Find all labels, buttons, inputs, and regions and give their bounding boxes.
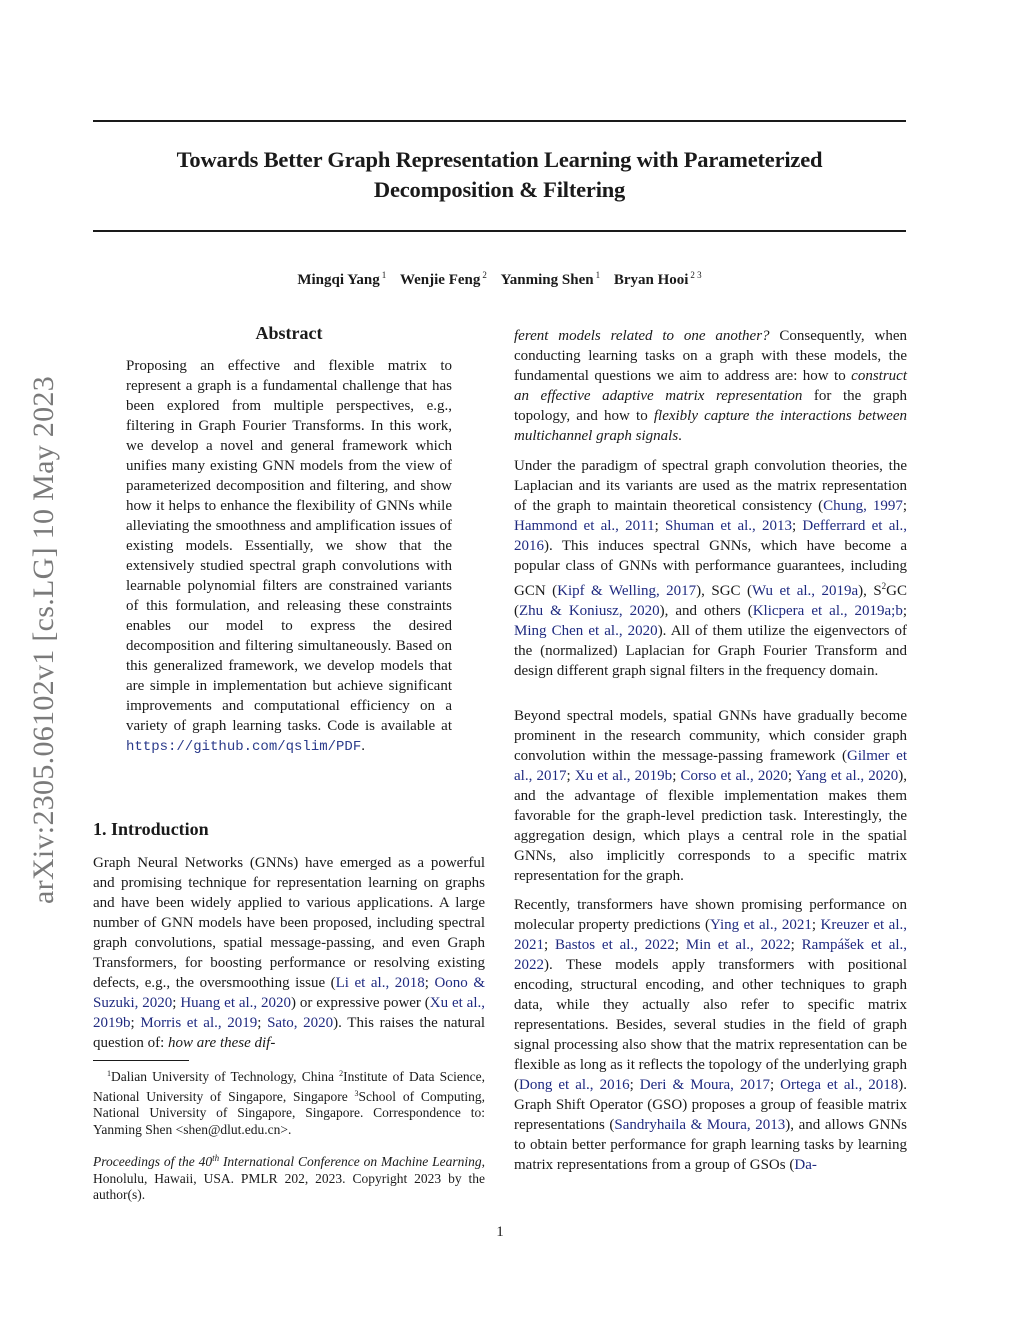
citation-link[interactable]: Ortega et al., 2018 <box>780 1077 899 1093</box>
author: Mingqi Yang $^1$ <box>297 270 387 288</box>
italic-question-part: how are these dif- <box>168 1035 276 1051</box>
paper-title <box>93 145 906 205</box>
section-heading-introduction: 1. Introduction <box>93 819 209 839</box>
citation-link[interactable]: Gilmer et al., 2017 <box>514 748 907 784</box>
citation-link[interactable]: Xu et al., 2019b <box>574 768 673 784</box>
author: Wenjie Feng $^2$ <box>399 270 487 288</box>
title-bottom-rule <box>93 230 906 232</box>
title-line-1: Towards Better Graph Representation Learning with Parameterized <box>176 147 823 172</box>
citation-link[interactable]: Defferrard et al., 2016 <box>514 518 908 554</box>
page-number: 1 <box>496 1224 504 1240</box>
citation-link[interactable]: Yang et al., 2020 <box>795 768 899 784</box>
abstract-text: Proposing an effective and flexible matrix to represent a graph is a fundamental challenge that has been explored from multiple perspectives, e.g., filtering in Graph Fourier Transforms. In this work, we develop a novel and general framework which unifies many existing GNN models from the view of parameterized decomposition and filtering, and show how it helps to enhance the flexibility of GNNs while alleviating the smoothness and amplification issues of existing models. Essentially, we show that the extensively studied spectral graph convolutions with learnable polynomial filters are constrained variants of this formulation, and releasing these constraints enables our model to express the desired decomposition and filtering simultaneously. Based on this generalized framework, we develop models that are simple in implementation but achieve significant improvements and computational efficiency on a variety of graph learning tasks. Code is available at https://github.com/qslim/PDF. <box>126 358 452 755</box>
citation-link[interactable]: Min et al., 2022 <box>685 937 791 953</box>
author-list <box>93 265 906 290</box>
author: Yanming Shen $^1$ <box>500 270 601 288</box>
citation-link[interactable]: Deri & Moura, 2017 <box>639 1077 770 1093</box>
citation-link[interactable]: Rampášek et al., 2022 <box>514 937 908 973</box>
citation-link[interactable]: Li et al., 2018 <box>335 975 425 991</box>
citation-link[interactable]: Bastos et al., 2022 <box>555 937 675 953</box>
citation-link[interactable]: Xu et al., 2019b <box>93 995 486 1031</box>
intro-paragraph-3: Beyond spectral models, spatial GNNs have gradually become prominent in the research community, which consider graph convolution within the message-passing framework (Gilmer et al., 2017; Xu et al., 2019b; Corso et al., 2020; Yang et al., 2020), and the advantage of flexible implementation makes them favorable for the graph-level prediction task. Interestingly, the aggregation design, which plays a central role in the spatial GNNs, also implicitly corresponds to a specific matrix representation for the graph. <box>514 708 907 884</box>
footnote-rule <box>93 1060 189 1061</box>
citation-link[interactable]: Da- <box>794 1157 817 1173</box>
citation-link[interactable]: Shuman et al., 2013 <box>665 518 792 534</box>
arxiv-identifier-stamp: arXiv:2305.06102v1 [cs.LG] 10 May 2023 <box>27 376 60 904</box>
intro-paragraph-4: Recently, transformers have shown promising performance on molecular property predictions (Ying et al., 2021; Kreuzer et al., 2021; Bastos et al., 2022; Min et al., 2022; Rampášek et al., 2022). These models apply transformers with positional encoding, structural encoding, and other techniques to graph data, while they actually also refer to specific matrix representations. Besides, several studies in the field of graph signal processing also show that the matrix representation can be flexible as long as it reflects the topology of the underlying graph (Dong et al., 2016; Deri & Moura, 2017; Ortega et al., 2018). Graph Shift Operator (GSO) proposes a group of feasible matrix representations (Sandryhaila & Moura, 2013), and allows GNNs to obtain better performance for graph learning tasks by learning matrix representations from a group of GSOs (Da- <box>514 897 908 1173</box>
citation-link[interactable]: Kipf & Welling, 2017 <box>557 583 697 599</box>
abstract-heading: Abstract <box>255 323 323 343</box>
citation-link[interactable]: Morris et al., 2019 <box>140 1015 258 1031</box>
affiliation-footnote: $^1$Dalian University of Technology, China $^2$Institute of Data Science, National University of Singapore, Singapore $^3$School of Computing, National University of Singapore, Singapore. Correspondence to: Yanming Shen <shen@dlut.edu.cn>. <box>93 1069 486 1137</box>
citation-link[interactable]: Ming Chen et al., 2020 <box>514 623 658 639</box>
code-link[interactable]: https://github.com/qslim/PDF <box>126 739 362 755</box>
citation-link[interactable]: Zhu & Koniusz, 2020 <box>519 603 660 619</box>
title-line-2: Decomposition & Filtering <box>373 177 626 202</box>
citation-link[interactable]: Ying et al., 2021 <box>709 917 812 933</box>
citation-link[interactable]: Hammond et al., 2011 <box>514 518 655 534</box>
citation-link[interactable]: Corso et al., 2020 <box>680 768 788 784</box>
citation-link[interactable]: Klicpera et al., 2019a;b <box>752 603 903 619</box>
citation-link[interactable]: Oono & Suzuki, 2020 <box>93 975 486 1011</box>
intro-paragraph-2: Under the paradigm of spectral graph convolution theories, the Laplacian and its variants are used as the matrix representation of the graph to maintain theoretical consistency (Chung, 1997; Hammond et al., 2011; Shuman et al., 2013; Defferrard et al., 2016). This induces spectral GNNs, which have become a popular class of GNNs with performance guarantees, including GCN (Kipf & Welling, 2017), SGC (Wu et al., 2019a), $S^2GC$ (Zhu & Koniusz, 2020), and others (Klicpera et al., 2019a;b; Ming Chen et al., 2020). All of them utilize the eigenvectors of the (normalized) Laplacian for Graph Fourier Transform and design different graph signal filters in the frequency domain. <box>514 458 908 679</box>
citation-link[interactable]: Wu et al., 2019a <box>751 583 859 599</box>
intro-paragraph-1-continued: ferent models related to one another? Consequently, when conducting learning tasks on a graph with these models, the fundamental questions we aim to address are: how to construct an effective adaptive matrix representation for the graph topology, and how to flexibly capture the interactions between multichannel graph signals. <box>514 328 908 444</box>
citation-link[interactable]: Huang et al., 2020 <box>180 995 292 1011</box>
citation-link[interactable]: Dong et al., 2016 <box>519 1077 630 1093</box>
title-top-rule <box>93 120 906 122</box>
citation-link[interactable]: Sato, 2020 <box>267 1015 334 1031</box>
citation-link[interactable]: Sandryhaila & Moura, 2013 <box>614 1117 786 1133</box>
author: Bryan Hooi $^{2 3}$ <box>613 270 702 288</box>
proceedings-note: Proceedings of the 40th International Conference on Machine Learning, Honolulu, Hawaii, USA. PMLR 202, 2023. Copyright 2023 by the author(s). <box>93 1153 485 1202</box>
citation-link[interactable]: Chung, 1997 <box>823 498 903 514</box>
intro-paragraph-1: Graph Neural Networks (GNNs) have emerged as a powerful and promising technique for representation learning on graphs and have been widely applied to various applications. A large number of GNN models have been proposed, including spectral graph convolutions, spatial message-passing, and even Graph Transformers, for boosting performance or resolving existing defects, e.g., the oversmoothing issue (Li et al., 2018; Oono & Suzuki, 2020; Huang et al., 2020) or expressive power (Xu et al., 2019b; Morris et al., 2019; Sato, 2020). This raises the natural question of: how are these dif- <box>93 855 486 1051</box>
citation-link[interactable]: Kreuzer et al., 2021 <box>514 917 907 953</box>
